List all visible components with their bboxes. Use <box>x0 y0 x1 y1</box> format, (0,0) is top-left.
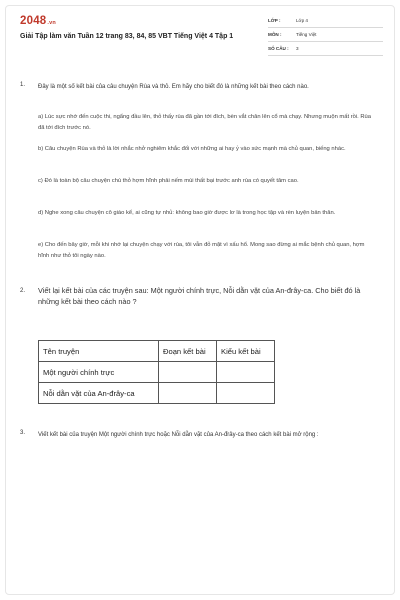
question-text: Đây là một số kết bài của câu chuyện Rùa và thỏ. Em hãy cho biết đó là những kết bài theo cách nào. <box>38 84 309 90</box>
question-text: Viết lại kết bài của các truyện sau: Một người chính trực, Nỗi dằn vặt của An-đrây-ca. Cho biết đó là những kết bài theo cách nào ? <box>38 286 361 306</box>
meta-row-subject <box>268 28 383 42</box>
meta-value: Lớp 4 <box>296 18 308 23</box>
option-d: d) Nghe xong câu chuyện cô giáo kể, ai cũng tự nhủ: không bao giờ được lơ là trong học tập và rèn luyện bản thân. <box>38 210 336 216</box>
table-cell-type[interactable] <box>217 362 275 383</box>
document-title: Giải Tập làm văn Tuần 12 trang 83, 84, 85 VBT Tiếng Việt 4 Tập 1 <box>20 33 234 40</box>
option-a: a) Lúc sực nhớ đến cuộc thi, ngẩng đầu lên, thỏ thấy rùa đã gần tới đích, bèn vắt chân lên cổ mà chạy. Nhưng muộn mất rồi. Rùa đã tới đích trước nó. <box>38 114 371 131</box>
meta-label: LỚP : <box>268 18 281 23</box>
meta-row-question-count <box>268 42 383 56</box>
table-cell-ending[interactable] <box>159 383 217 404</box>
table-header: Tên truyện <box>39 341 159 362</box>
logo-main: 2048 <box>20 15 47 27</box>
meta-value: Tiếng Việt <box>296 32 317 37</box>
table-row <box>39 362 275 383</box>
meta-label: SỐ CÂU : <box>268 46 289 51</box>
table-header-row <box>39 341 275 362</box>
table-row <box>39 383 275 404</box>
meta-label: MÔN : <box>268 32 282 37</box>
meta-row-class <box>268 14 383 28</box>
option-c: c) Đó là toàn bộ câu chuyện chú thỏ hợm hĩnh phải nếm mùi thất bại trước anh rùa có quyết tâm cao. <box>38 178 299 184</box>
table-header: Đoạn kết bài <box>159 341 217 362</box>
table-cell-story: Nỗi dằn vặt của An-đrây-ca <box>39 383 159 404</box>
table-header: Kiểu kết bài <box>217 341 275 362</box>
option-b: b) Câu chuyện Rùa và thỏ là lời nhắc nhở nghiêm khắc đối với những ai hay ỷ vào sức mạnh mà chủ quan, biếng nhác. <box>38 146 346 152</box>
logo-sub: .vn <box>47 20 56 26</box>
question-text: Viết kết bài của truyện Một người chính trực hoặc Nỗi dằn vặt của An-đrây-ca theo cách kết bài mở rộng : <box>38 432 319 438</box>
answer-table <box>38 340 275 404</box>
meta-info <box>268 14 383 56</box>
table-cell-ending[interactable] <box>159 362 217 383</box>
question-number: 1. <box>20 82 26 88</box>
option-e: e) Cho đến bây giờ, mỗi khi nhớ lại chuyện chạy với rùa, tôi vẫn đỏ mặt vì xấu hổ. Mong sao đừng ai mắc bệnh chủ quan, hợm hĩnh như thỏ tôi ngày nào. <box>38 242 365 259</box>
meta-value: 3 <box>296 46 299 51</box>
header <box>12 12 388 62</box>
question-number: 3. <box>20 430 26 436</box>
table-cell-story: Một người chính trực <box>39 362 159 383</box>
table-cell-type[interactable] <box>217 383 275 404</box>
site-logo[interactable] <box>20 15 56 27</box>
question-number: 2. <box>20 288 26 294</box>
